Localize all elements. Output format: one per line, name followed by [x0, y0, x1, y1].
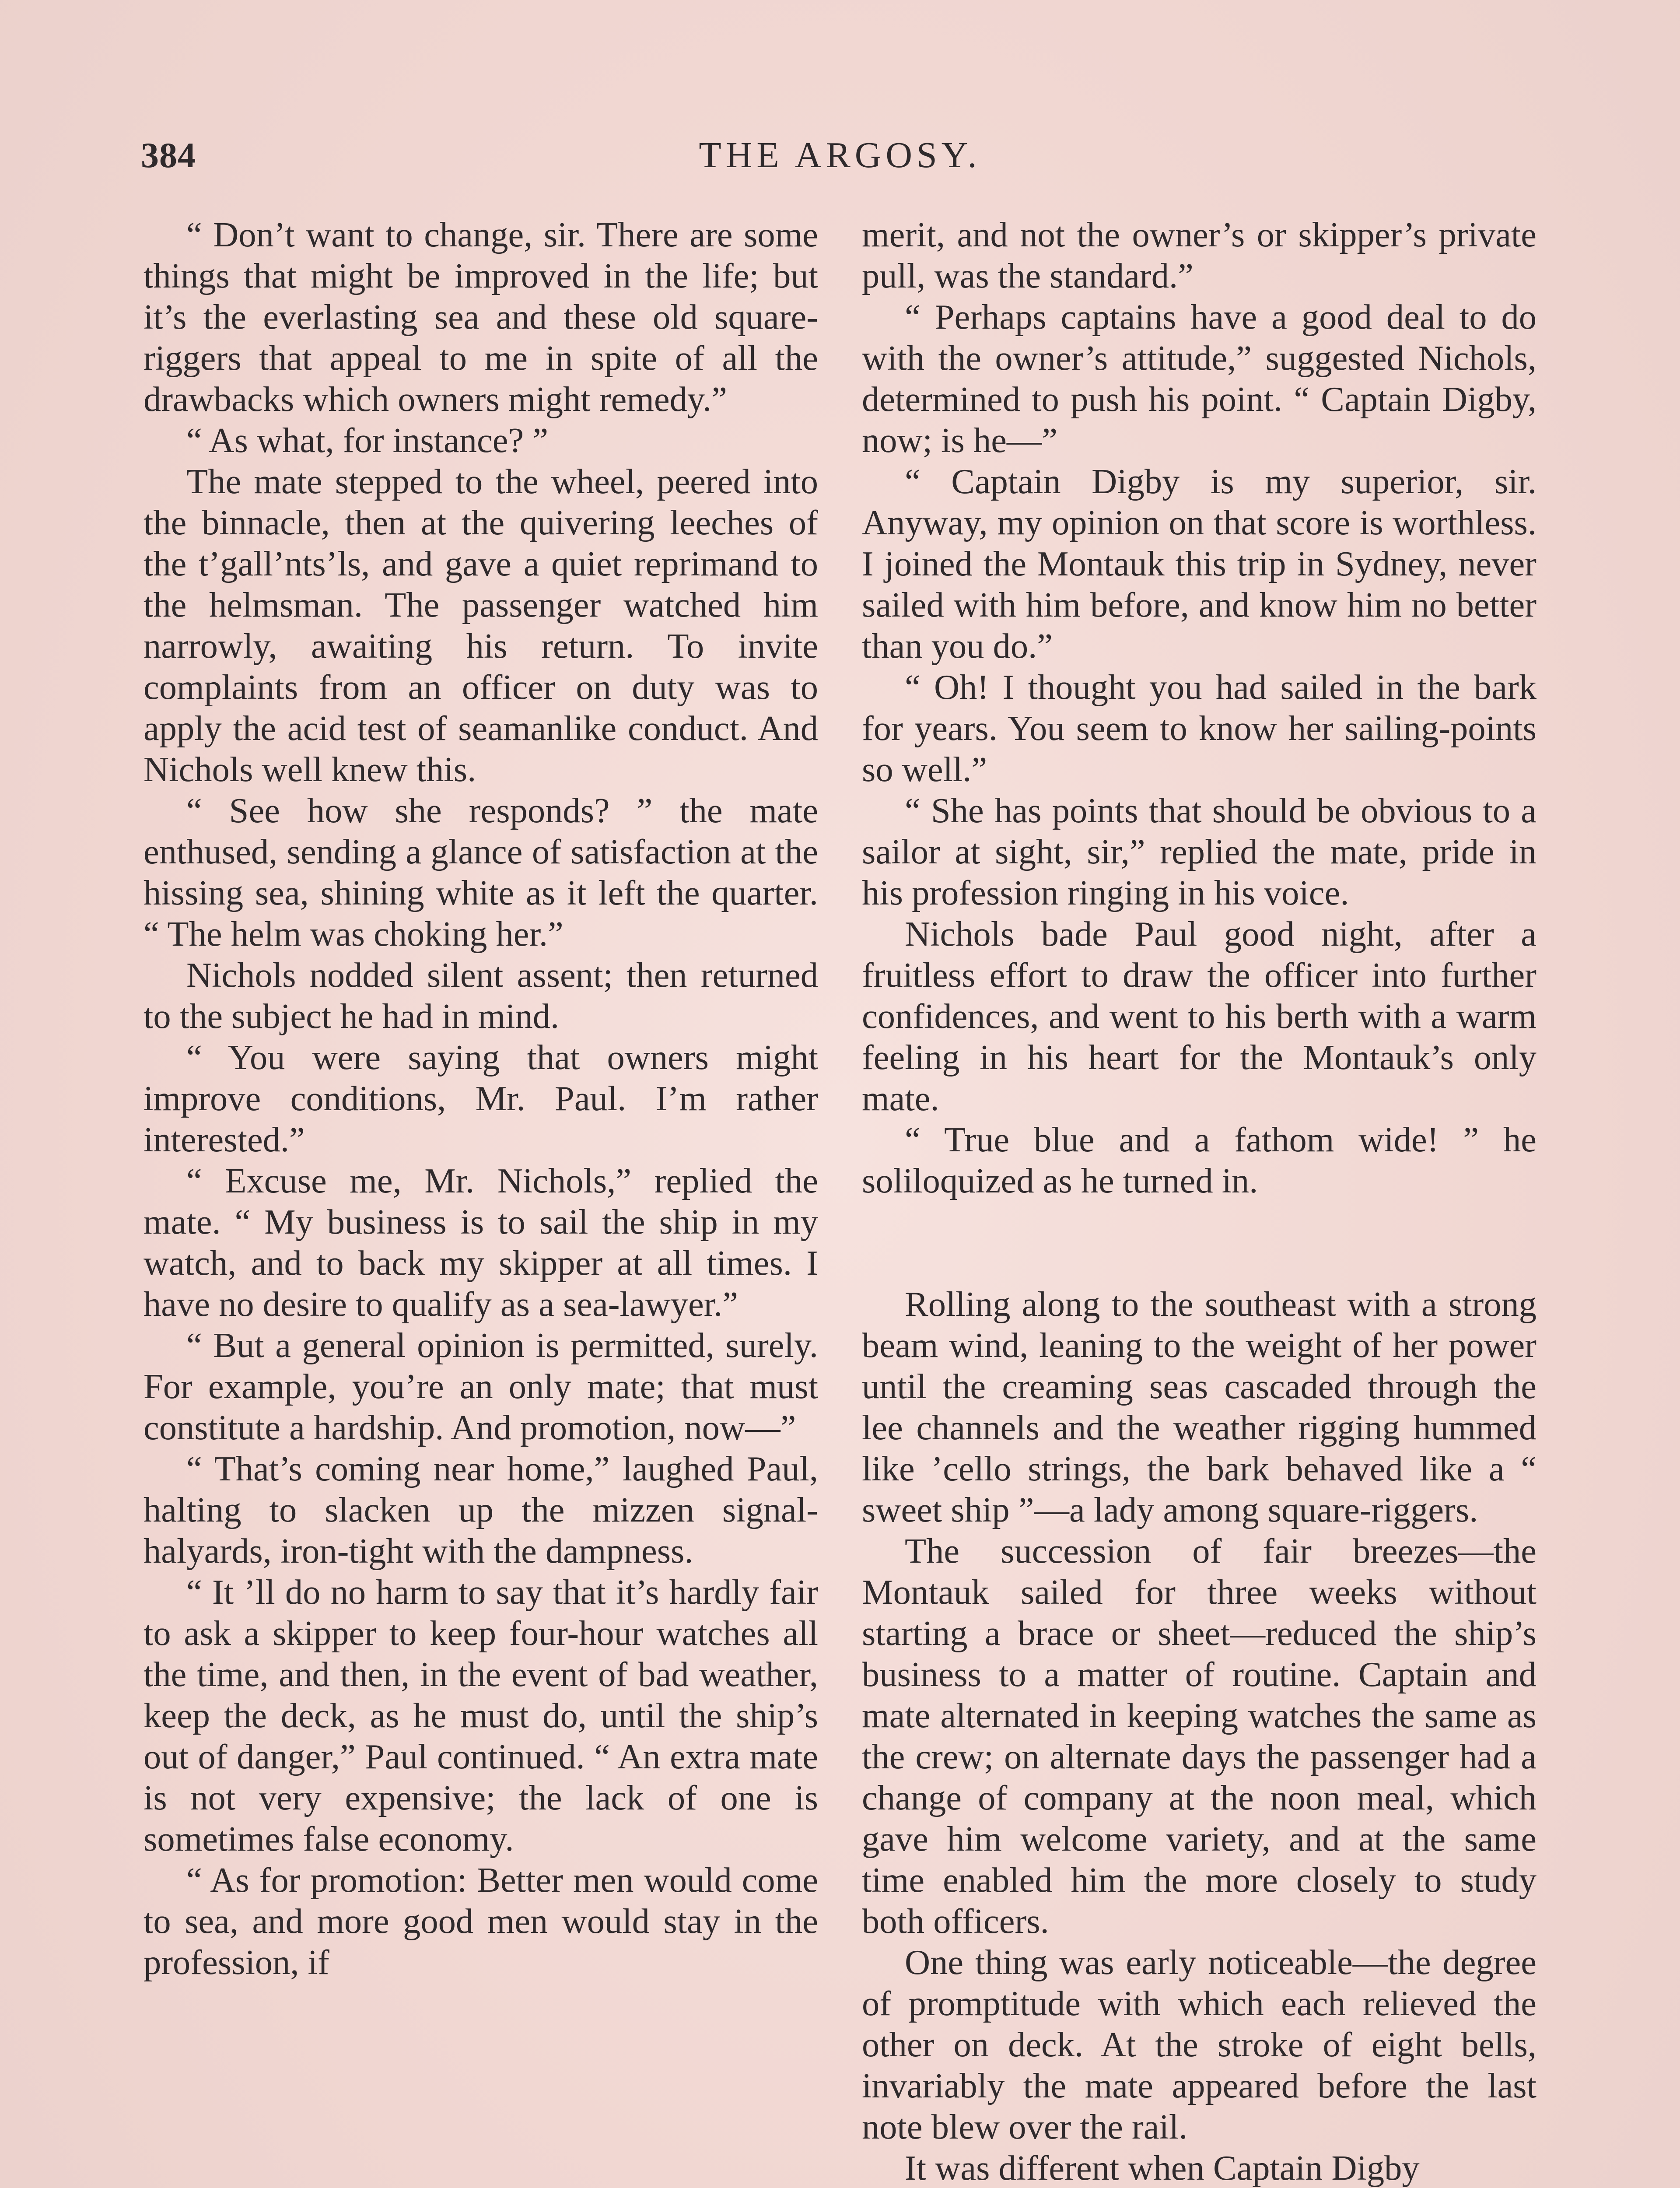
paragraph: “ Captain Digby is my superior, sir. Anyway, my opinion on that score is worthless. I joined the Montauk this trip in Sydney, never sailed with him before, and know him no better than you do.”	[862, 462, 1536, 666]
paragraph: The succession of fair breezes—the Montauk sailed for three weeks without starting a brace or sheet—reduced the ship’s business to a matter of routine. Captain and mate alternated in keeping watches the same as the crew; on alternate days the passenger had a change of company at the noon meal, which gave him welcome variety, and at the same time enabled him the more closely to study both officers.	[862, 1532, 1536, 1941]
paragraph: merit, and not the owner’s or skipper’s private pull, was the standard.”	[862, 215, 1536, 295]
right-column	[862, 214, 1536, 2188]
paragraph: “ As what, for instance? ”	[186, 421, 549, 460]
paragraph: “ Excuse me, Mr. Nichols,” replied the mate. “ My business is to sail the ship in my watch, and to back my skipper at all times. I have no desire to qualify as a sea-lawyer.”	[144, 1161, 818, 1324]
paragraph: One thing was early noticeable—the degree of promptitude with which each relieved the other on deck. At the stroke of eight bells, invariably the mate appeared before the last note blew over the rail.	[862, 1943, 1536, 2146]
paragraph: Nichols bade Paul good night, after a fruitless effort to draw the officer into further confidences, and went to his berth with a warm feeling in his heart for the Montauk’s only mate.	[862, 915, 1536, 1118]
section-break	[862, 1202, 1536, 1284]
paragraph: “ But a general opinion is permitted, surely. For example, you’re an only mate; that must constitute a hardship. And promotion, now—”	[144, 1326, 818, 1447]
right-column-section-1	[862, 214, 1536, 1202]
paragraph: Rolling along to the southeast with a strong beam wind, leaning to the weight of her power until the creaming seas cascaded through the lee channels and the weather rigging hummed like ’cello strings, the bark behaved like a “ sweet ship ”—a lady among square-riggers.	[862, 1285, 1536, 1529]
paragraph: “ True blue and a fathom wide! ” he soliloquized as he turned in.	[862, 1120, 1536, 1200]
paragraph: It was different when Captain Digby	[905, 2149, 1420, 2188]
paragraph: “ Oh! I thought you had sailed in the bark for years. You seem to know her sailing-points so well.”	[862, 668, 1536, 789]
paragraph: Nichols nodded silent assent; then returned to the subject he had in mind.	[144, 956, 818, 1036]
paragraph: “ See how she responds? ” the mate enthused, sending a glance of satisfaction at the hissing sea, shining white as it left the quarter. “ The helm was choking her.”	[144, 791, 818, 954]
paragraph: “ It ’ll do no harm to say that it’s hardly fair to ask a skipper to keep four-hour watches all the time, and then, in the event of bad weather, keep the deck, as he must do, until the ship’s out of danger,” Paul continued. “ An extra mate is not very expensive; the lack of one is sometimes false economy.	[144, 1573, 818, 1858]
paragraph: “ She has points that should be obvious to a sailor at sight, sir,” replied the mate, pride in his profession ringing in his voice.	[862, 791, 1536, 912]
right-column-section-2	[862, 1284, 1536, 2188]
left-column	[144, 214, 818, 1983]
running-head: THE ARGOSY.	[699, 135, 981, 175]
paragraph: The mate stepped to the wheel, peered into the binnacle, then at the quivering leeches of the t’gall’nts’ls, and gave a quiet reprimand to the helmsman. The passenger watched him narrowly, awaiting his return. To invite complaints from an officer on duty was to apply the acid test of seamanlike conduct. And Nichols well knew this.	[144, 462, 818, 789]
paragraph: “ That’s coming near home,” laughed Paul, halting to slacken up the mizzen signal-halyards, iron-tight with the dampness.	[144, 1449, 818, 1571]
paragraph: “ Don’t want to change, sir. There are some things that might be improved in the life; but it’s the everlasting sea and these old square-riggers that appeal to me in spite of all the drawbacks which owners might remedy.”	[144, 215, 818, 419]
page-number: 384	[141, 135, 196, 175]
paragraph: “ Perhaps captains have a good deal to do with the owner’s attitude,” suggested Nichols, determined to push his point. “ Captain Digby, now; is he—”	[862, 298, 1536, 460]
paragraph: “ You were saying that owners might improve conditions, Mr. Paul. I’m rather interested.”	[144, 1038, 818, 1159]
paragraph: “ As for promotion: Better men would come to sea, and more good men would stay in the profession, if	[144, 1861, 818, 1982]
